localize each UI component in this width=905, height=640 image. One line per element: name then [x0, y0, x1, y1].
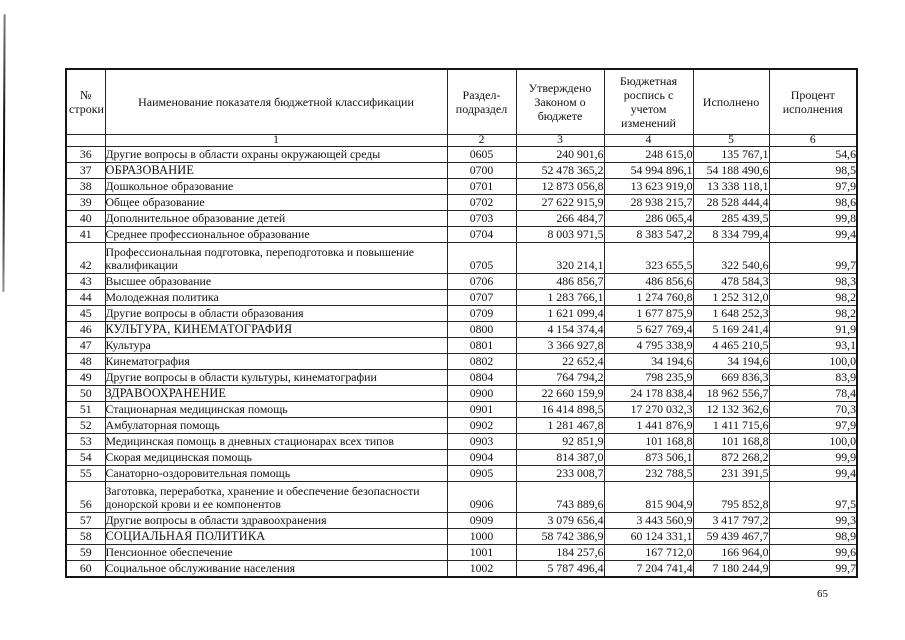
column-number-cell: 2 [447, 135, 516, 147]
table-row [66, 322, 857, 338]
column-number-cell: 5 [693, 135, 769, 147]
executed-value-cell: 1 648 252,3 [693, 306, 769, 322]
budget-value-cell: 13 623 919,0 [604, 179, 693, 195]
table-row [66, 450, 857, 466]
budget-value-cell: 323 655,5 [604, 243, 693, 274]
approved-value-cell: 22 652,4 [516, 354, 604, 370]
budget-value-cell: 167 712,0 [604, 545, 693, 561]
approved-value-cell: 184 257,6 [516, 545, 604, 561]
executed-value-cell: 231 391,5 [693, 466, 769, 482]
percent-value-cell: 93,1 [769, 338, 857, 354]
section-code-cell: 0903 [447, 434, 516, 450]
approved-value-cell: 52 478 365,2 [516, 163, 604, 179]
percent-value-cell: 99,6 [769, 545, 857, 561]
column-number-cell: 6 [769, 135, 857, 147]
approved-value-cell: 4 154 374,4 [516, 322, 604, 338]
percent-value-cell: 99,4 [769, 227, 857, 243]
approved-value-cell: 3 366 927,8 [516, 338, 604, 354]
executed-value-cell: 54 188 490,6 [693, 163, 769, 179]
section-code-cell: 0700 [447, 163, 516, 179]
executed-value-cell: 1 411 715,6 [693, 418, 769, 434]
section-code-cell: 0901 [447, 402, 516, 418]
section-code-cell: 1002 [447, 561, 516, 578]
percent-value-cell: 97,9 [769, 418, 857, 434]
indicator-name-cell: Высшее образование [105, 274, 447, 290]
approved-value-cell: 12 873 056,8 [516, 179, 604, 195]
approved-value-cell: 3 079 656,4 [516, 513, 604, 529]
section-code-cell: 0800 [447, 322, 516, 338]
budget-value-cell: 3 443 560,9 [604, 513, 693, 529]
indicator-name-cell: Другие вопросы в области охраны окружающей среды [105, 147, 447, 163]
row-number-cell: 38 [66, 179, 105, 195]
budget-value-cell: 286 065,4 [604, 211, 693, 227]
budget-value-cell: 248 615,0 [604, 147, 693, 163]
budget-value-cell: 873 506,1 [604, 450, 693, 466]
percent-value-cell: 91,9 [769, 322, 857, 338]
column-numbers-row [66, 135, 857, 147]
section-code-cell: 0802 [447, 354, 516, 370]
section-code-cell: 0804 [447, 370, 516, 386]
row-number-cell: 58 [66, 529, 105, 545]
table-row [66, 274, 857, 290]
approved-value-cell: 743 889,6 [516, 482, 604, 513]
section-code-cell: 0701 [447, 179, 516, 195]
indicator-name-cell: Другие вопросы в области культуры, кинематографии [105, 370, 447, 386]
row-number-cell: 54 [66, 450, 105, 466]
row-number-cell: 42 [66, 243, 105, 274]
table-row [66, 147, 857, 163]
indicator-name-cell: Социальное обслуживание населения [105, 561, 447, 578]
table-row [66, 195, 857, 211]
executed-value-cell: 8 334 799,4 [693, 227, 769, 243]
indicator-name-cell: Пенсионное обеспечение [105, 545, 447, 561]
section-code-cell: 0900 [447, 386, 516, 402]
table-row [66, 418, 857, 434]
budget-value-cell: 8 383 547,2 [604, 227, 693, 243]
percent-value-cell: 99,4 [769, 466, 857, 482]
approved-value-cell: 1 281 467,8 [516, 418, 604, 434]
approved-value-cell: 1 283 766,1 [516, 290, 604, 306]
budget-value-cell: 1 441 876,9 [604, 418, 693, 434]
table-row [66, 306, 857, 322]
percent-value-cell: 98,2 [769, 290, 857, 306]
table-header [66, 69, 857, 147]
table-row [66, 211, 857, 227]
budget-value-cell: 232 788,5 [604, 466, 693, 482]
page-number: 65 [817, 588, 828, 600]
table-row [66, 370, 857, 386]
table-row [66, 227, 857, 243]
column-number-cell: 1 [105, 135, 447, 147]
column-number-cell [66, 135, 105, 147]
executed-value-cell: 101 168,8 [693, 434, 769, 450]
header-percent-execution: Процент исполнения [769, 69, 857, 135]
table-body [66, 147, 857, 578]
approved-value-cell: 233 008,7 [516, 466, 604, 482]
table-row [66, 163, 857, 179]
section-code-cell: 0906 [447, 482, 516, 513]
executed-value-cell: 322 540,6 [693, 243, 769, 274]
header-budget-schedule: Бюджетная роспись с учетом изменений [604, 69, 693, 135]
table-row [66, 545, 857, 561]
column-number-cell: 3 [516, 135, 604, 147]
row-number-cell: 53 [66, 434, 105, 450]
approved-value-cell: 266 484,7 [516, 211, 604, 227]
indicator-name-cell: Медицинская помощь в дневных стационарах всех типов [105, 434, 447, 450]
percent-value-cell: 98,3 [769, 274, 857, 290]
row-number-cell: 46 [66, 322, 105, 338]
indicator-name-cell: Скорая медицинская помощь [105, 450, 447, 466]
section-code-cell: 0703 [447, 211, 516, 227]
percent-value-cell: 99,8 [769, 211, 857, 227]
header-row-number: № строки [66, 69, 105, 135]
table-row [66, 243, 857, 274]
section-code-cell: 0707 [447, 290, 516, 306]
indicator-name-cell: Заготовка, переработка, хранение и обеспечение безопасности донорской крови и ее компонентов [105, 482, 447, 513]
table-row [66, 561, 857, 578]
executed-value-cell: 12 132 362,6 [693, 402, 769, 418]
row-number-cell: 59 [66, 545, 105, 561]
approved-value-cell: 240 901,6 [516, 147, 604, 163]
budget-value-cell: 24 178 838,4 [604, 386, 693, 402]
row-number-cell: 36 [66, 147, 105, 163]
percent-value-cell: 70,3 [769, 402, 857, 418]
indicator-name-cell: Культура [105, 338, 447, 354]
section-code-cell: 0902 [447, 418, 516, 434]
table-row [66, 482, 857, 513]
executed-value-cell: 7 180 244,9 [693, 561, 769, 578]
executed-value-cell: 285 439,5 [693, 211, 769, 227]
scan-artifact-line [2, 14, 5, 292]
row-number-cell: 52 [66, 418, 105, 434]
indicator-name-cell: Другие вопросы в области образования [105, 306, 447, 322]
table-row [66, 354, 857, 370]
indicator-name-cell: Молодежная политика [105, 290, 447, 306]
row-number-cell: 55 [66, 466, 105, 482]
executed-value-cell: 28 528 444,4 [693, 195, 769, 211]
section-code-cell: 0909 [447, 513, 516, 529]
column-number-cell: 4 [604, 135, 693, 147]
executed-value-cell: 1 252 312,0 [693, 290, 769, 306]
header-indicator-name: Наименование показателя бюджетной классификации [105, 69, 447, 135]
indicator-name-cell: Стационарная медицинская помощь [105, 402, 447, 418]
indicator-name-cell: ЗДРАВООХРАНЕНИЕ [105, 386, 447, 402]
section-code-cell: 1000 [447, 529, 516, 545]
executed-value-cell: 4 465 210,5 [693, 338, 769, 354]
table-row [66, 402, 857, 418]
section-code-cell: 0904 [447, 450, 516, 466]
executed-value-cell: 669 836,3 [693, 370, 769, 386]
approved-value-cell: 16 414 898,5 [516, 402, 604, 418]
row-number-cell: 50 [66, 386, 105, 402]
indicator-name-cell: ОБРАЗОВАНИЕ [105, 163, 447, 179]
percent-value-cell: 54,6 [769, 147, 857, 163]
row-number-cell: 41 [66, 227, 105, 243]
section-code-cell: 0706 [447, 274, 516, 290]
percent-value-cell: 98,6 [769, 195, 857, 211]
table-row [66, 179, 857, 195]
percent-value-cell: 99,7 [769, 243, 857, 274]
header-section-code: Раздел-подраздел [447, 69, 516, 135]
executed-value-cell: 795 852,8 [693, 482, 769, 513]
approved-value-cell: 5 787 496,4 [516, 561, 604, 578]
table-row [66, 290, 857, 306]
budget-value-cell: 34 194,6 [604, 354, 693, 370]
approved-value-cell: 764 794,2 [516, 370, 604, 386]
row-number-cell: 57 [66, 513, 105, 529]
row-number-cell: 44 [66, 290, 105, 306]
row-number-cell: 51 [66, 402, 105, 418]
indicator-name-cell: Санаторно-оздоровительная помощь [105, 466, 447, 482]
row-number-cell: 60 [66, 561, 105, 578]
indicator-name-cell: КУЛЬТУРА, КИНЕМАТОГРАФИЯ [105, 322, 447, 338]
indicator-name-cell: Среднее профессиональное образование [105, 227, 447, 243]
row-number-cell: 48 [66, 354, 105, 370]
percent-value-cell: 97,5 [769, 482, 857, 513]
row-number-cell: 49 [66, 370, 105, 386]
row-number-cell: 39 [66, 195, 105, 211]
indicator-name-cell: Дошкольное образование [105, 179, 447, 195]
table-row [66, 434, 857, 450]
budget-value-cell: 798 235,9 [604, 370, 693, 386]
percent-value-cell: 98,2 [769, 306, 857, 322]
row-number-cell: 43 [66, 274, 105, 290]
section-code-cell: 0709 [447, 306, 516, 322]
section-code-cell: 0605 [447, 147, 516, 163]
executed-value-cell: 5 169 241,4 [693, 322, 769, 338]
executed-value-cell: 13 338 118,1 [693, 179, 769, 195]
executed-value-cell: 59 439 467,7 [693, 529, 769, 545]
table-row [66, 529, 857, 545]
section-code-cell: 0705 [447, 243, 516, 274]
executed-value-cell: 3 417 797,2 [693, 513, 769, 529]
row-number-cell: 37 [66, 163, 105, 179]
approved-value-cell: 58 742 386,9 [516, 529, 604, 545]
budget-value-cell: 486 856,6 [604, 274, 693, 290]
indicator-name-cell: Дополнительное образование детей [105, 211, 447, 227]
indicator-name-cell: Общее образование [105, 195, 447, 211]
section-code-cell: 0702 [447, 195, 516, 211]
approved-value-cell: 814 387,0 [516, 450, 604, 466]
budget-value-cell: 815 904,9 [604, 482, 693, 513]
executed-value-cell: 872 268,2 [693, 450, 769, 466]
executed-value-cell: 18 962 556,7 [693, 386, 769, 402]
percent-value-cell: 100,0 [769, 434, 857, 450]
percent-value-cell: 98,9 [769, 529, 857, 545]
indicator-name-cell: Амбулаторная помощь [105, 418, 447, 434]
section-code-cell: 0704 [447, 227, 516, 243]
executed-value-cell: 166 964,0 [693, 545, 769, 561]
row-number-cell: 40 [66, 211, 105, 227]
executed-value-cell: 478 584,3 [693, 274, 769, 290]
percent-value-cell: 99,7 [769, 561, 857, 578]
approved-value-cell: 8 003 971,5 [516, 227, 604, 243]
indicator-name-cell: Другие вопросы в области здравоохранения [105, 513, 447, 529]
percent-value-cell: 98,5 [769, 163, 857, 179]
percent-value-cell: 83,9 [769, 370, 857, 386]
table-row [66, 338, 857, 354]
header-row [66, 69, 857, 135]
indicator-name-cell: СОЦИАЛЬНАЯ ПОЛИТИКА [105, 529, 447, 545]
approved-value-cell: 486 856,7 [516, 274, 604, 290]
table-row [66, 466, 857, 482]
indicator-name-cell: Кинематография [105, 354, 447, 370]
approved-value-cell: 27 622 915,9 [516, 195, 604, 211]
budget-value-cell: 54 994 896,1 [604, 163, 693, 179]
executed-value-cell: 135 767,1 [693, 147, 769, 163]
budget-value-cell: 1 274 760,8 [604, 290, 693, 306]
budget-value-cell: 7 204 741,4 [604, 561, 693, 578]
budget-value-cell: 17 270 032,3 [604, 402, 693, 418]
table-row [66, 386, 857, 402]
section-code-cell: 1001 [447, 545, 516, 561]
budget-value-cell: 28 938 215,7 [604, 195, 693, 211]
budget-value-cell: 4 795 338,9 [604, 338, 693, 354]
approved-value-cell: 1 621 099,4 [516, 306, 604, 322]
indicator-name-cell: Профессиональная подготовка, переподготовка и повышение квалификации [105, 243, 447, 274]
percent-value-cell: 97,9 [769, 179, 857, 195]
row-number-cell: 45 [66, 306, 105, 322]
header-approved-by-law: Утверждено Законом о бюджете [516, 69, 604, 135]
percent-value-cell: 99,9 [769, 450, 857, 466]
section-code-cell: 0801 [447, 338, 516, 354]
budget-execution-table [65, 68, 858, 578]
budget-value-cell: 1 677 875,9 [604, 306, 693, 322]
table-row [66, 513, 857, 529]
budget-value-cell: 5 627 769,4 [604, 322, 693, 338]
percent-value-cell: 99,3 [769, 513, 857, 529]
approved-value-cell: 22 660 159,9 [516, 386, 604, 402]
row-number-cell: 47 [66, 338, 105, 354]
executed-value-cell: 34 194,6 [693, 354, 769, 370]
percent-value-cell: 100,0 [769, 354, 857, 370]
section-code-cell: 0905 [447, 466, 516, 482]
row-number-cell: 56 [66, 482, 105, 513]
approved-value-cell: 92 851,9 [516, 434, 604, 450]
percent-value-cell: 78,4 [769, 386, 857, 402]
header-executed: Исполнено [693, 69, 769, 135]
approved-value-cell: 320 214,1 [516, 243, 604, 274]
budget-value-cell: 60 124 331,1 [604, 529, 693, 545]
budget-value-cell: 101 168,8 [604, 434, 693, 450]
